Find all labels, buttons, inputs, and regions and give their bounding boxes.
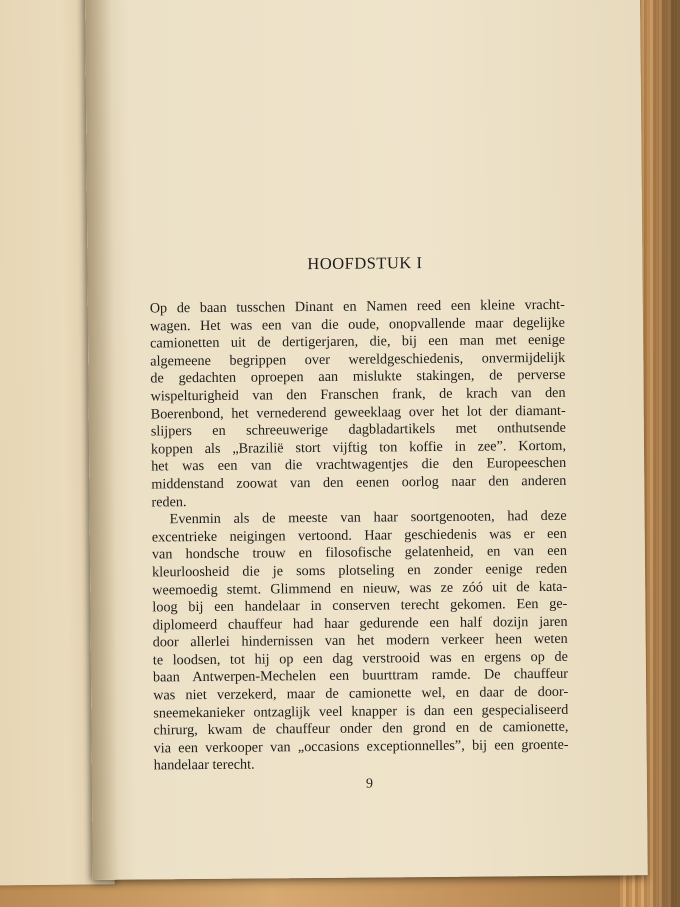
text-line: diplomeerd chauffeur had haar gedurende een half dozijn jaren: [152, 613, 568, 634]
text-line: excentrieke neigingen vertoond. Haar geschiedenis was er een: [151, 525, 567, 546]
text-line: Boerenbond, het vernederend geweeklaag over het lot der diamant-: [150, 402, 566, 423]
text-line: te loodsen, tot hij op een dag verstrooid was en ergens op de: [152, 648, 568, 669]
text-line: de gedachten oproepen aan mislukte stakingen, de perverse: [150, 367, 566, 387]
body-text: [150, 297, 569, 776]
text-line: reden.: [151, 493, 187, 510]
page-number: 9: [365, 776, 374, 792]
paragraph-1: [150, 297, 567, 512]
text-line: van hondsche trouw en filosofische gelatenheid, en van een: [151, 543, 567, 563]
paragraph-2: [152, 508, 569, 776]
text-line: Evenmin als de meeste van haar soortgenooten, had deze: [169, 507, 567, 528]
text-line: koppen als „Brazilië stort vijftig ton koffie in zee”. Kortom,: [150, 437, 567, 458]
text-line: chirurg, kwam de chauffeur onder den grond en de camionette,: [153, 719, 569, 739]
text-line: weemoedig stemt. Glimmend en nieuw, was ze zóó uit de kata-: [152, 578, 568, 598]
text-line: camionetten uit de dertigerjaren, die, bij een man met eenige: [150, 332, 566, 352]
right-page: [85, 0, 648, 880]
text-line: Op de baan tusschen Dinant en Namen reed een kleine vracht-: [149, 296, 565, 317]
shadow-edge: [646, 0, 680, 907]
text-line: wispelturigheid van den Franschen frank, de krach van den: [150, 384, 566, 405]
chapter-title: HOOFDSTUK I: [307, 253, 423, 274]
text-line: slijpers en schreeuwerige dagbladartikels met onthutsende: [150, 419, 566, 440]
text-line: het was een van die vrachtwagentjes die den Europeeschen: [151, 455, 567, 475]
text-line: kleurloosheid die je soms plotseling en zonder eenige reden: [152, 560, 568, 581]
text-line: via een verkooper van „occasions exceptionnelles”, bij een groente-: [153, 736, 569, 757]
text-line: baan Antwerpen-Mechelen een buurttram ramde. De chauffeur: [152, 666, 569, 686]
text-line: handelaar terecht.: [153, 756, 255, 774]
text-line: algemeene begrippen over wereldgeschiedenis, onvermijdelijk: [150, 349, 566, 370]
text-line: was niet verzekerd, maar de camionette wel, en daar de door-: [153, 683, 569, 704]
text-line: wagen. Het was een van die oude, onopvallende maar degelijke: [149, 314, 565, 335]
text-line: sneemekanieker ontzaglijk veel knapper is dan een gespecialiseerd: [153, 701, 569, 722]
text-line: door allerlei hindernissen van het modern verkeer heen weten: [152, 631, 568, 651]
text-line: loog bij een handelaar in conserven terecht gekomen. Een ge-: [152, 595, 568, 616]
text-line: middenstand zoowat van den eenen oorlog naar den anderen: [151, 472, 567, 493]
